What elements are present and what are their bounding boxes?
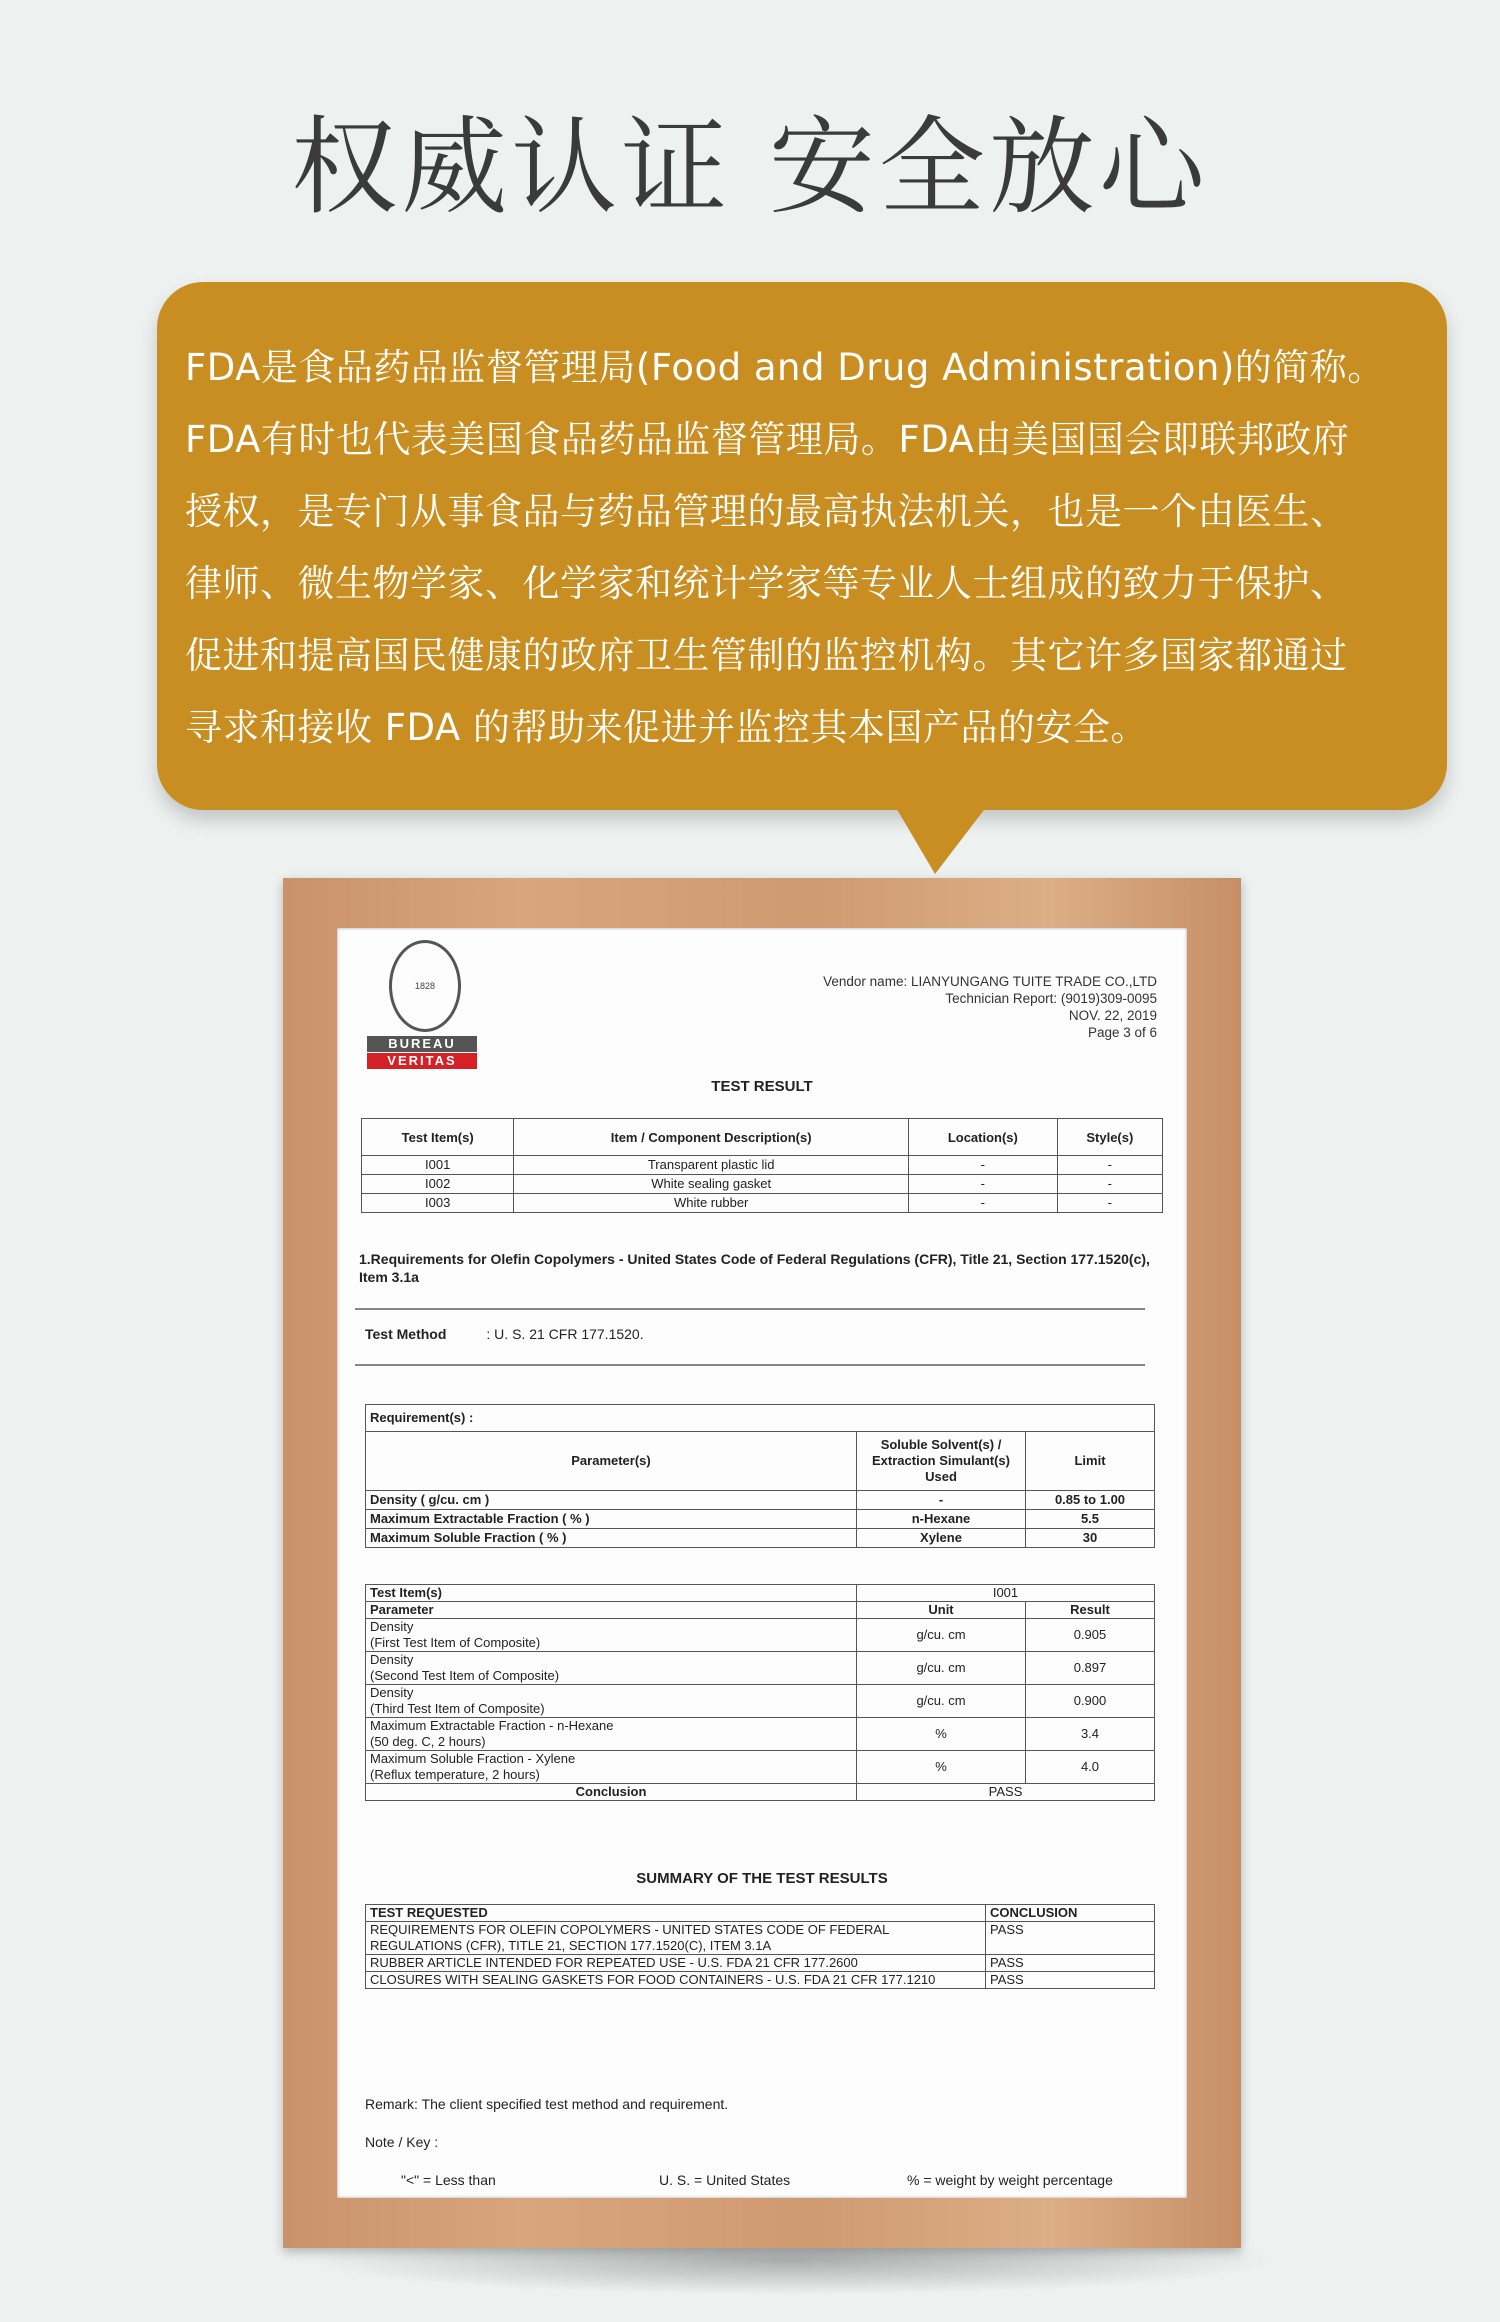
report-header-info	[823, 973, 1157, 1041]
cell: -	[908, 1194, 1057, 1213]
results-table	[365, 1584, 1155, 1801]
summary-title: SUMMARY OF THE TEST RESULTS	[636, 1870, 888, 1887]
cell: RUBBER ARTICLE INTENDED FOR REPEATED USE - U.S. FDA 21 CFR 177.2600	[366, 1955, 986, 1972]
requirement-heading: 1.Requirements for Olefin Copolymers - United States Code of Federal Regulations (CFR), Title 21, Section 177.1520(c), Item 3.1a	[359, 1251, 1150, 1285]
key-percent: % = weight by weight percentage	[907, 2172, 1113, 2188]
req-header: Parameter(s)	[366, 1432, 857, 1491]
table-row	[366, 1619, 1155, 1652]
table-row	[366, 1529, 1155, 1548]
report-date: NOV. 22, 2019	[1068, 1008, 1157, 1023]
param-name: Density	[370, 1619, 414, 1634]
cell: I002	[362, 1175, 514, 1194]
test-report-document	[337, 928, 1187, 2198]
req-header: Limit	[1026, 1432, 1155, 1491]
page-headline: 权威认证 安全放心	[291, 106, 1209, 229]
cell: -	[1057, 1156, 1162, 1175]
cell: -	[908, 1156, 1057, 1175]
cell: 4.0	[1026, 1751, 1155, 1784]
conclusion-value: PASS	[857, 1784, 1155, 1801]
fda-line: FDA是食品药品监督管理局(Food and Drug Administration)的简称。	[185, 346, 1385, 389]
param-detail: (Third Test Item of Composite)	[370, 1701, 545, 1716]
cell: REQUIREMENTS FOR OLEFIN COPOLYMERS - UNITED STATES CODE OF FEDERAL REGULATIONS (CFR), TITLE 21, SECTION 177.1520(C), ITEM 3.1A	[366, 1922, 986, 1955]
table-row	[362, 1156, 1163, 1175]
cell: -	[1057, 1194, 1162, 1213]
cell: PASS	[986, 1955, 1155, 1972]
cell: PASS	[986, 1922, 1155, 1955]
param-name: Maximum Extractable Fraction - n-Hexane	[370, 1718, 614, 1733]
requirements-caption: Requirement(s) :	[366, 1405, 1155, 1432]
results-item-value: I001	[857, 1585, 1155, 1602]
param-detail: (Second Test Item of Composite)	[370, 1668, 560, 1683]
summary-header: CONCLUSION	[986, 1905, 1155, 1922]
bubble-tail	[895, 806, 987, 874]
seal-icon	[389, 940, 461, 1032]
param-name: Maximum Soluble Fraction - Xylene	[370, 1751, 576, 1766]
cell: %	[857, 1751, 1026, 1784]
cell: 5.5	[1026, 1510, 1155, 1529]
items-header: Test Item(s)	[362, 1119, 514, 1156]
divider	[355, 1364, 1145, 1366]
param-detail: (Reflux temperature, 2 hours)	[370, 1767, 540, 1782]
fda-info-bubble	[157, 282, 1447, 810]
items-table	[361, 1118, 1163, 1213]
cell: Xylene	[857, 1529, 1026, 1548]
items-header: Item / Component Description(s)	[514, 1119, 909, 1156]
cell: Maximum Extractable Fraction ( % )	[366, 1510, 857, 1529]
cell: PASS	[986, 1972, 1155, 1989]
fda-line: 律师、微生物学家、化学家和统计学家等专业人士组成的致力于保护、	[185, 562, 1348, 605]
summary-header: TEST REQUESTED	[366, 1905, 986, 1922]
requirements-table	[365, 1404, 1155, 1548]
table-row	[366, 1685, 1155, 1718]
summary-table	[365, 1904, 1155, 1989]
table-row	[366, 1652, 1155, 1685]
param-detail: (First Test Item of Composite)	[370, 1635, 541, 1650]
cell: 30	[1026, 1529, 1155, 1548]
items-header: Location(s)	[908, 1119, 1057, 1156]
logo-bureau: BUREAU	[367, 1036, 477, 1052]
divider	[355, 1308, 1145, 1310]
cell: g/cu. cm	[857, 1685, 1026, 1718]
cell: White rubber	[514, 1194, 909, 1213]
cell: CLOSURES WITH SEALING GASKETS FOR FOOD CONTAINERS - U.S. FDA 21 CFR 177.1210	[366, 1972, 986, 1989]
cell: -	[908, 1175, 1057, 1194]
test-method-label: Test Method	[365, 1326, 447, 1342]
param-name: Density	[370, 1652, 414, 1667]
fda-line: 授权，是专门从事食品与药品管理的最高执法机关，也是一个由医生、	[185, 490, 1348, 533]
table-row	[366, 1955, 1155, 1972]
cell: Maximum Soluble Fraction ( % )	[366, 1529, 857, 1548]
cell: 0.905	[1026, 1619, 1155, 1652]
vendor-name: Vendor name: LIANYUNGANG TUITE TRADE CO.,LTD	[823, 974, 1157, 989]
table-row	[366, 1510, 1155, 1529]
results-header: Parameter	[366, 1602, 857, 1619]
items-header: Style(s)	[1057, 1119, 1162, 1156]
cell: %	[857, 1718, 1026, 1751]
table-row	[362, 1175, 1163, 1194]
cell: n-Hexane	[857, 1510, 1026, 1529]
key-less-than: "<" = Less than	[401, 2172, 496, 2188]
remark: Remark: The client specified test method and requirement.	[365, 2096, 729, 2112]
table-row	[366, 1718, 1155, 1751]
cell: Density ( g/cu. cm )	[366, 1491, 857, 1510]
cell: I003	[362, 1194, 514, 1213]
fda-line: 寻求和接收 FDA 的帮助来促进并监控其本国产品的安全。	[185, 706, 1148, 749]
cell: -	[857, 1491, 1026, 1510]
table-row	[366, 1784, 1155, 1801]
cell: 3.4	[1026, 1718, 1155, 1751]
seal-year: 1828	[414, 980, 436, 991]
technician-report: Technician Report: (9019)309-0095	[945, 991, 1157, 1006]
test-method	[365, 1326, 644, 1342]
table-row	[366, 1922, 1155, 1955]
fda-line: 促进和提高国民健康的政府卫生管制的监控机构。其它许多国家都通过	[185, 634, 1348, 677]
note-key: Note / Key :	[365, 2134, 439, 2150]
wooden-frame	[283, 878, 1241, 2248]
table-row	[366, 1751, 1155, 1784]
fda-paragraph	[185, 332, 1423, 764]
cell: 0.85 to 1.00	[1026, 1491, 1155, 1510]
cell: I001	[362, 1156, 514, 1175]
param-detail: (50 deg. C, 2 hours)	[370, 1734, 486, 1749]
results-header: Result	[1026, 1602, 1155, 1619]
cell: White sealing gasket	[514, 1175, 909, 1194]
cell: 0.900	[1026, 1685, 1155, 1718]
table-row	[366, 1491, 1155, 1510]
cell: g/cu. cm	[857, 1652, 1026, 1685]
param-name: Density	[370, 1685, 414, 1700]
test-method-value: : U. S. 21 CFR 177.1520.	[486, 1326, 644, 1342]
cell: g/cu. cm	[857, 1619, 1026, 1652]
key-us: U. S. = United States	[659, 2172, 791, 2188]
table-row	[362, 1194, 1163, 1213]
fda-line: FDA有时也代表美国食品药品监督管理局。FDA由美国国会即联邦政府	[185, 418, 1350, 461]
table-row	[366, 1972, 1155, 1989]
bureau-veritas-logo	[367, 940, 477, 1069]
test-result-title: TEST RESULT	[711, 1078, 813, 1095]
cell: -	[1057, 1175, 1162, 1194]
cell: Transparent plastic lid	[514, 1156, 909, 1175]
cell: 0.897	[1026, 1652, 1155, 1685]
results-header: Unit	[857, 1602, 1026, 1619]
req-header: Soluble Solvent(s) / Extraction Simulant(s) Used	[857, 1432, 1026, 1491]
results-item-label: Test Item(s)	[366, 1585, 857, 1602]
page-number: Page 3 of 6	[1087, 1025, 1157, 1040]
conclusion-label: Conclusion	[366, 1784, 857, 1801]
logo-veritas: VERITAS	[367, 1053, 477, 1069]
